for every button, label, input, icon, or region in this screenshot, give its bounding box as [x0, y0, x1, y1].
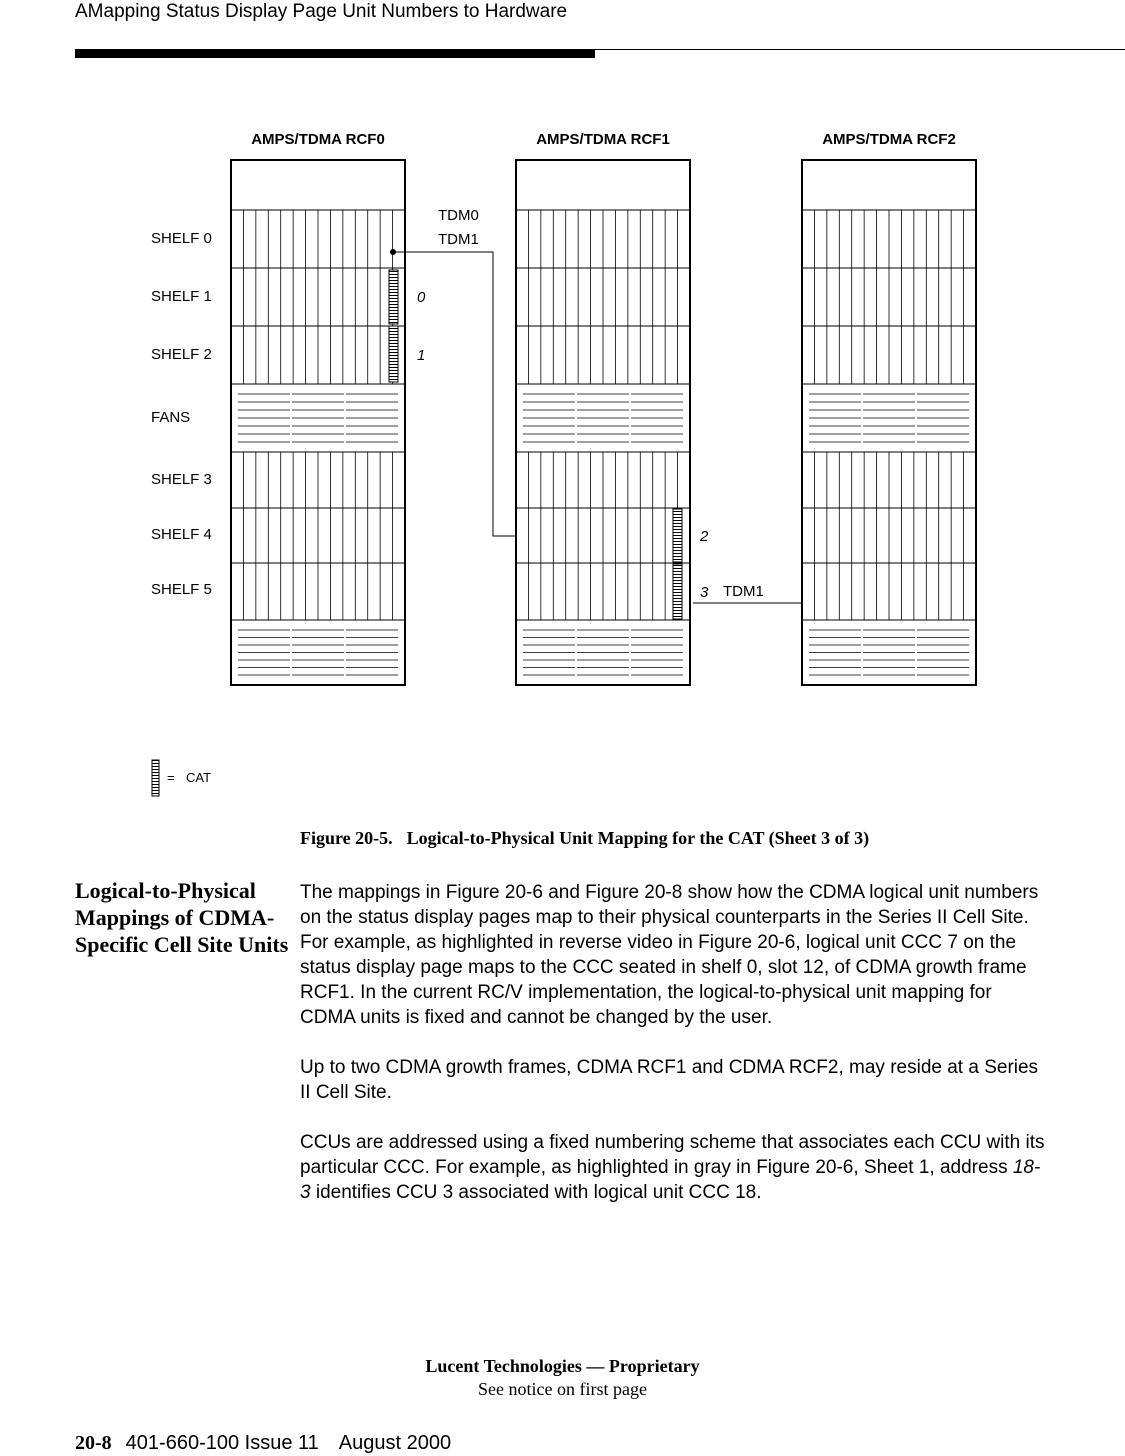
section-heading: Logical-to-Physical Mappings of CDMA-Specific Cell Site Units [75, 878, 289, 957]
tdm1-label-top: TDM1 [438, 231, 479, 248]
fans-label: FANS [151, 409, 191, 426]
shelf-label-0: SHELF 0 [151, 230, 212, 247]
figure-caption-text: Logical-to-Physical Unit Mapping for the CAT (Sheet 3 of 3) [406, 828, 870, 848]
paragraph-3-end: identifies CCU 3 associated with logical unit CCC 18. [310, 1182, 762, 1203]
running-header: AMapping Status Display Page Unit Numbers to Hardware [75, 1, 568, 22]
footer-page-info [75, 1432, 451, 1455]
figure-number: Figure 20-5. [300, 828, 393, 848]
frame-title-rcf1: AMPS/TDMA RCF1 [536, 131, 670, 148]
paragraph-1: The mappings in Figure 20-6 and Figure 20-8 show how the CDMA logical unit numbers on the status display pages map to their physical counterparts in the Series II Cell Site. For example, as highlighted in reverse video in Figure 20-6, logical unit CCC 7 on the status display page maps to the CCC seated in shelf 0, slot 12, of CDMA growth frame RCF1. In the current RC/V implementation, the logical-to-physical unit mapping for CDMA units is fixed and cannot be changed by the user. [300, 882, 1039, 1028]
figure-caption [300, 828, 869, 849]
legend-equals: = [167, 770, 175, 785]
shelf-label-2: SHELF 2 [151, 346, 212, 363]
footer-notice: See notice on first page [478, 1379, 647, 1399]
cat-unit-0 [389, 270, 398, 324]
cat-unit-3 [673, 564, 682, 619]
unit-number-0: 0 [417, 289, 426, 306]
section-body [300, 880, 1050, 1230]
unit-number-1: 1 [417, 347, 426, 364]
paragraph-2: Up to two CDMA growth frames, CDMA RCF1 and CDMA RCF2, may reside at a Series II Cell Site. [300, 1057, 1039, 1103]
tdm1-link-rcf0-rcf1 [393, 252, 516, 536]
legend-cat-swatch [152, 760, 159, 796]
ccu-address: 18-3 [300, 1157, 1041, 1203]
shelf-label-5: SHELF 5 [151, 581, 212, 598]
issue-date: August 2000 [338, 1432, 452, 1454]
paragraph-3 [300, 1130, 1050, 1205]
tdm0-label: TDM0 [438, 207, 479, 224]
unit-number-2: 2 [700, 528, 709, 545]
frame-title-rcf2: AMPS/TDMA RCF2 [822, 131, 956, 148]
cat-unit-2 [673, 509, 682, 562]
shelf-label-4: SHELF 4 [151, 526, 212, 543]
shelf-label-3: SHELF 3 [151, 471, 212, 488]
document-number: 401-660-100 Issue 11 [125, 1432, 319, 1454]
frame-title-rcf0: AMPS/TDMA RCF0 [251, 131, 385, 148]
footer-company: Lucent Technologies — Proprietary [425, 1356, 700, 1376]
tdm1-label-bottom: TDM1 [723, 583, 764, 600]
shelf-label-1: SHELF 1 [151, 288, 212, 305]
cat-unit-1 [389, 326, 398, 382]
unit-number-3: 3 [700, 584, 709, 601]
page-number: 20-8 [75, 1432, 112, 1454]
legend-cat-label: CAT [186, 770, 212, 785]
paragraph-3-start: CCUs are addressed using a fixed numbering scheme that associates each CCU with its particular CCC. For example, as highlighted in gray in Figure 20-6, Sheet 1, address [300, 1132, 1045, 1178]
